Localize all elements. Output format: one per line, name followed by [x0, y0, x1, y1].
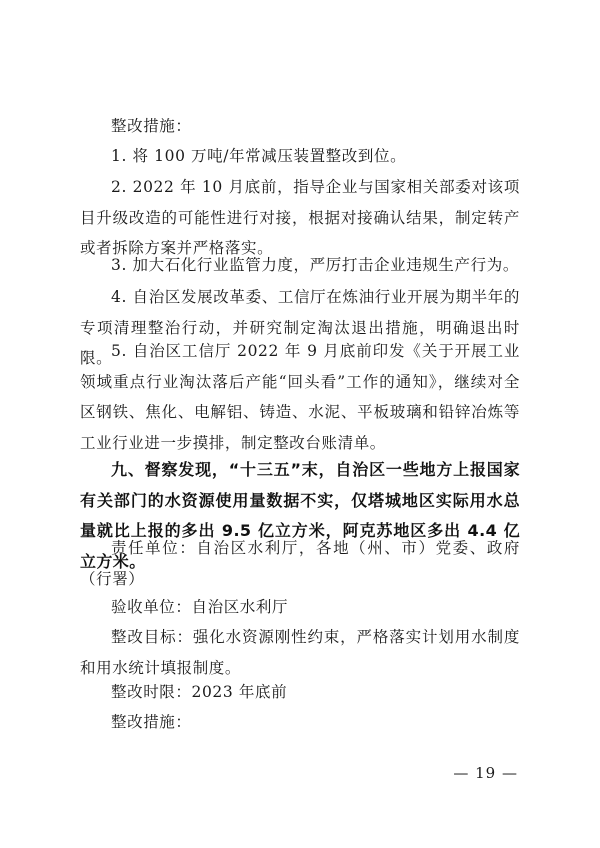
rectification-goal: 整改目标：强化水资源刚性约束，严格落实计划用水制度和用水统计填报制度。 — [80, 628, 520, 677]
acceptance-unit: 验收单位：自治区水利厅 — [111, 598, 289, 616]
measures-heading-1: 整改措施： — [111, 117, 192, 135]
measure-item-2: 2. 2022 年 10 月底前，指导企业与国家相关部委对该项目升级改造的可能性进行对接，根据对接确认结果，制定转产或者拆除方案并严格落实。 — [80, 178, 520, 257]
measure-item-1: 1. 将 100 万吨/年常减压装置整改到位。 — [111, 147, 407, 165]
measure-item-5: 5. 自治区工信厅 2022 年 9 月底前印发《关于开展工业领域重点行业淘汰落后产能“回头看”工作的通知》，继续对全区钢铁、焦化、电解铝、铸造、水泥、平板玻璃和铅锌冶炼等工业行业进一步摸排，制定整改台账清单。 — [80, 342, 520, 452]
rectification-deadline: 整改时限：2023 年底前 — [111, 683, 288, 701]
responsible-unit: 责任单位：自治区水利厅，各地（州、市）党委、政府（行署） — [80, 539, 520, 588]
measure-item-4: 4. 自治区发展改革委、工信厅在炼油行业开展为期半年的专项清理整治行动，并研究制定淘汰退出措施，明确退出时限。 — [80, 288, 520, 367]
measures-heading-2: 整改措施： — [111, 713, 192, 731]
measure-item-3: 3. 加大石化行业监管力度，严厉打击企业违规生产行为。 — [111, 256, 519, 274]
inspection-finding-9: 九、督察发现，“十三五”末，自治区一些地方上报国家有关部门的水资源使用量数据不实，仅塔城地区实际用水总量就比上报的多出 9.5 亿立方米，阿克苏地区多出 4.4 亿立方米。 — [80, 460, 520, 571]
page-number: — 19 — — [453, 764, 518, 782]
